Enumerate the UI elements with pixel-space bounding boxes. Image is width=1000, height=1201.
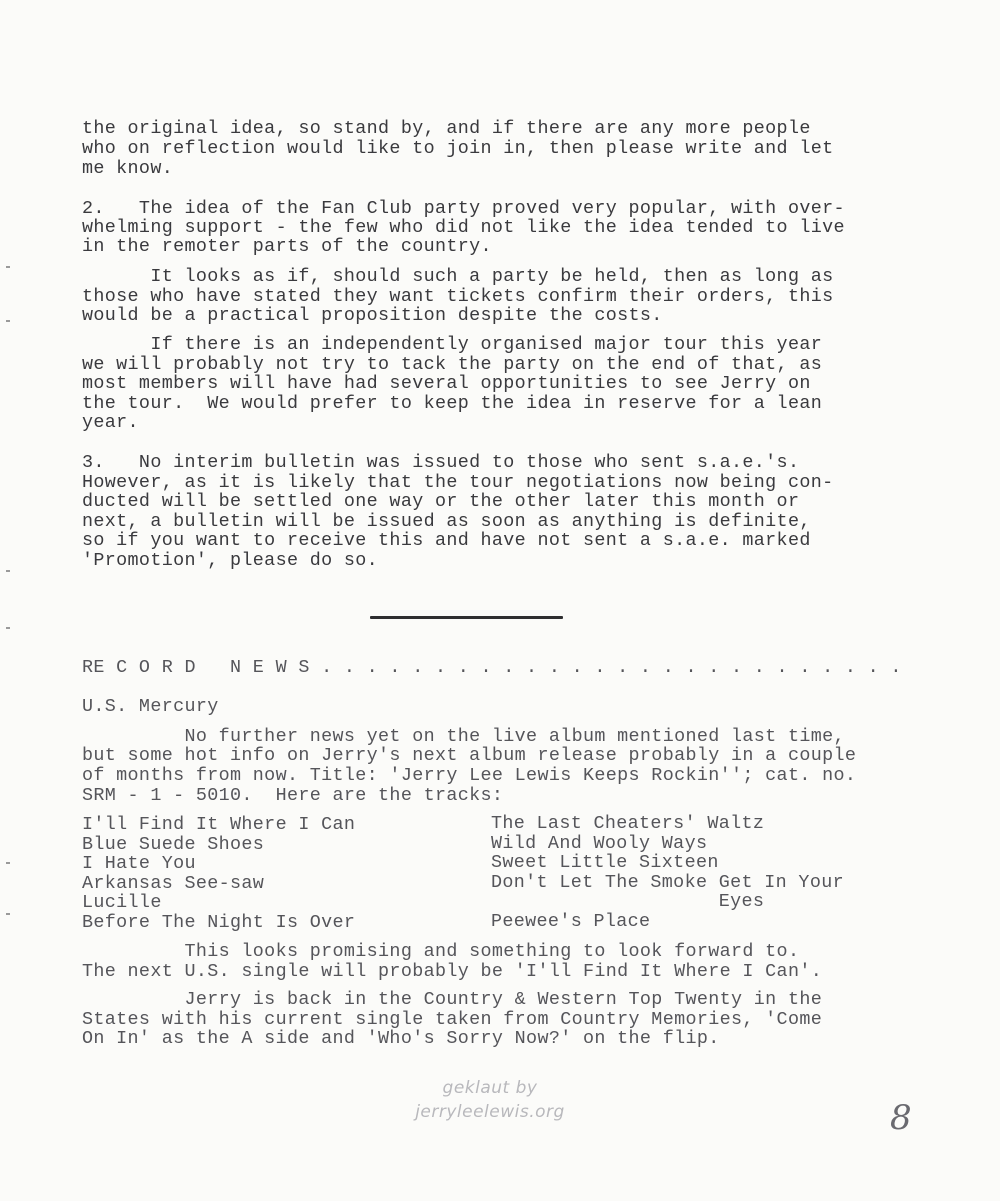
track-item: Before The Night Is Over bbox=[82, 912, 356, 933]
section-divider bbox=[370, 616, 563, 619]
page-number: 8 bbox=[890, 1098, 912, 1138]
track-item: Wild And Wooly Ways bbox=[491, 833, 708, 854]
margin-mark bbox=[6, 570, 10, 572]
track-item: The Last Cheaters' Waltz bbox=[491, 813, 765, 834]
record-news-line: SRM - 1 - 5010. Here are the tracks: bbox=[82, 785, 504, 806]
item3-line: However, as it is likely that the tour negotiations now being con- bbox=[82, 472, 834, 493]
continuation-line: who on reflection would like to join in, then please write and let bbox=[82, 138, 834, 159]
watermark-line: jerryleelewis.org bbox=[415, 1102, 565, 1122]
watermark-line: geklaut by bbox=[442, 1078, 538, 1098]
item3-line: ducted will be settled one way or the other later this month or bbox=[82, 491, 800, 512]
continuation-line: me know. bbox=[82, 158, 174, 179]
continuation-line: the original idea, so stand by, and if there are any more people bbox=[82, 118, 811, 139]
track-item: Arkansas See-saw bbox=[82, 873, 265, 894]
item2-line: we will probably not try to tack the party on the end of that, as bbox=[82, 354, 823, 375]
record-news-line: States with his current single taken from Country Memories, 'Come bbox=[82, 1009, 823, 1030]
margin-mark bbox=[6, 320, 10, 322]
item2-line: those who have stated they want tickets confirm their orders, this bbox=[82, 286, 834, 307]
margin-mark bbox=[6, 266, 10, 268]
margin-mark bbox=[6, 862, 10, 864]
margin-mark bbox=[6, 627, 10, 629]
track-item: Sweet Little Sixteen bbox=[491, 852, 719, 873]
record-news-line: This looks promising and something to look forward to. bbox=[82, 941, 800, 962]
track-item: Peewee's Place bbox=[491, 911, 651, 932]
record-news-line: but some hot info on Jerry's next album release probably in a couple bbox=[82, 745, 857, 766]
record-news-line: The next U.S. single will probably be 'I'll Find It Where I Can'. bbox=[82, 961, 823, 982]
track-item: I'll Find It Where I Can bbox=[82, 814, 356, 835]
track-item: Blue Suede Shoes bbox=[82, 834, 265, 855]
track-item: I Hate You bbox=[82, 853, 196, 874]
item2-line: year. bbox=[82, 412, 139, 433]
item2-line: whelming support - the few who did not like the idea tended to live bbox=[82, 217, 845, 238]
item3-line: 3. No interim bulletin was issued to those who sent s.a.e.'s. bbox=[82, 452, 800, 473]
track-item: Lucille bbox=[82, 892, 162, 913]
item2-line: most members will have had several opportunities to see Jerry on bbox=[82, 373, 811, 394]
item3-line: 'Promotion', please do so. bbox=[82, 550, 379, 571]
item2-line: the tour. We would prefer to keep the idea in reserve for a lean bbox=[82, 393, 823, 414]
margin-mark bbox=[6, 913, 10, 915]
item2-line: in the remoter parts of the country. bbox=[82, 236, 492, 257]
track-item: Don't Let The Smoke Get In Your bbox=[491, 872, 844, 893]
record-news-line: No further news yet on the live album mentioned last time, bbox=[82, 726, 845, 747]
item3-line: so if you want to receive this and have not sent a s.a.e. marked bbox=[82, 530, 811, 551]
track-item: Eyes bbox=[491, 891, 765, 912]
item2-line: 2. The idea of the Fan Club party proved very popular, with over- bbox=[82, 198, 845, 219]
section-heading: RE C O R D N E W S . . . . . . . . . . . . . . . . . . . . . . . . . . bbox=[82, 657, 902, 678]
subheading: U.S. Mercury bbox=[82, 696, 219, 717]
record-news-line: On In' as the A side and 'Who's Sorry Now?' on the flip. bbox=[82, 1028, 720, 1049]
item2-line: If there is an independently organised major tour this year bbox=[82, 334, 823, 355]
item2-line: It looks as if, should such a party be held, then as long as bbox=[82, 266, 834, 287]
record-news-line: Jerry is back in the Country & Western Top Twenty in the bbox=[82, 989, 823, 1010]
item2-line: would be a practical proposition despite the costs. bbox=[82, 305, 663, 326]
item3-line: next, a bulletin will be issued as soon as anything is definite, bbox=[82, 511, 811, 532]
record-news-line: of months from now. Title: 'Jerry Lee Lewis Keeps Rockin''; cat. no. bbox=[82, 765, 857, 786]
